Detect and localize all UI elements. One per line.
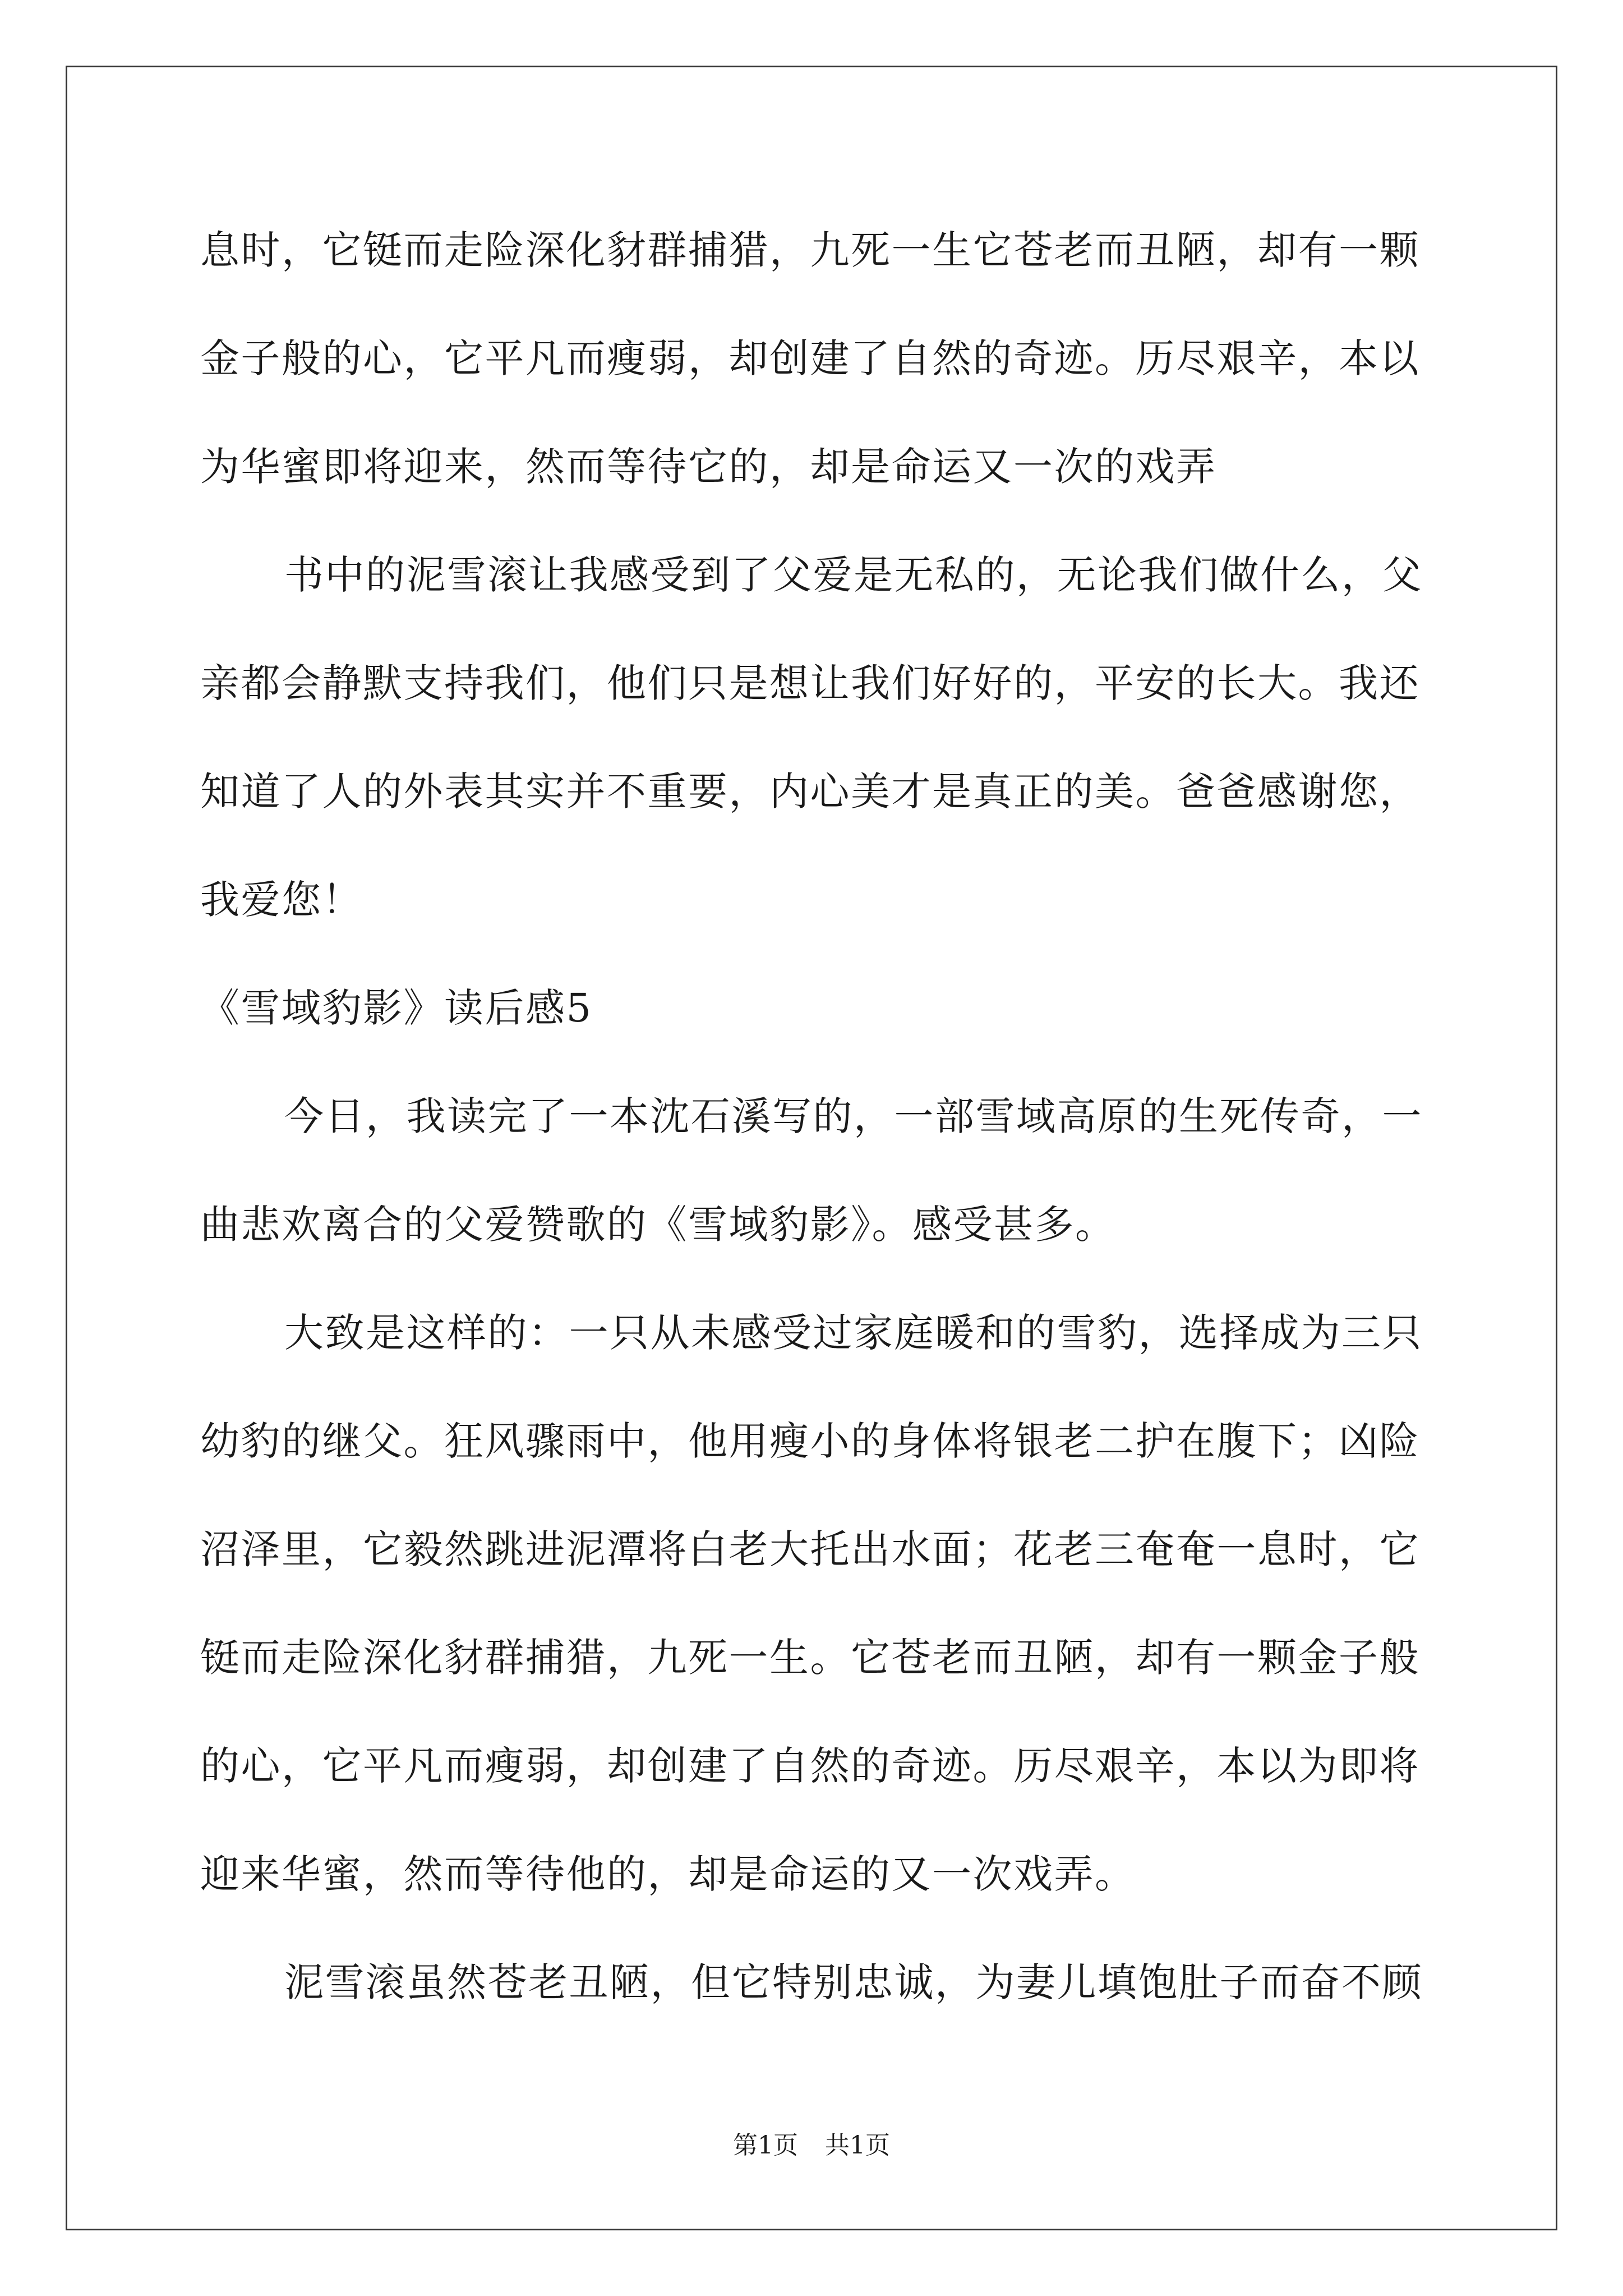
paragraph-line: 的心，它平凡而瘦弱，却创建了自然的奇迹。历尽艰辛，本以为即将 [200, 1743, 1420, 1789]
paragraph-line: 金子般的心，它平凡而瘦弱，却创建了自然的奇迹。历尽艰辛，本以 [200, 335, 1420, 381]
paragraph-line: 我爱您！ [200, 877, 363, 923]
paragraph-line: 书中的泥雪滚让我感受到了父爱是无私的，无论我们做什么，父 [284, 552, 1423, 598]
paragraph-line: 亲都会静默支持我们，他们只是想让我们好好的，平安的长大。我还 [200, 660, 1420, 706]
paragraph-line: 沼泽里，它毅然跳进泥潭将白老大托出水面；花老三奄奄一息时，它 [200, 1526, 1420, 1572]
paragraph-line: 今日，我读完了一本沈石溪写的，一部雪域高原的生死传奇，一 [284, 1093, 1423, 1139]
paragraph-line: 泥雪滚虽然苍老丑陋，但它特别忠诚，为妻儿填饱肚子而奋不顾 [284, 1959, 1423, 2005]
paragraph-line: 息时，它铤而走险深化豺群捕猎，九死一生它苍老而丑陋，却有一颗 [200, 227, 1420, 273]
paragraph-line: 为华蜜即将迎来，然而等待它的，却是命运又一次的戏弄 [200, 444, 1217, 490]
paragraph-line: 曲悲欢离合的父爱赞歌的《雪域豹影》。感受甚多。 [200, 1202, 1116, 1248]
page-footer [0, 2129, 1623, 2162]
page-total: 共1页 [825, 2131, 890, 2160]
paragraph-line: 迎来华蜜，然而等待他的，却是命运的又一次戏弄。 [200, 1851, 1136, 1897]
paragraph-line: 大致是这样的：一只从未感受过家庭暖和的雪豹，选择成为三只 [284, 1310, 1423, 1356]
document-body [200, 208, 1434, 2048]
paragraph-line: 幼豹的继父。狂风骤雨中，他用瘦小的身体将银老二护在腹下；凶险 [200, 1418, 1420, 1464]
page-number: 第1页 [733, 2131, 798, 2160]
paragraph-line: 知道了人的外表其实并不重要，内心美才是真正的美。爸爸感谢您， [200, 769, 1420, 815]
paragraph-line: 铤而走险深化豺群捕猎，九死一生。它苍老而丑陋，却有一颗金子般 [200, 1635, 1420, 1681]
section-heading: 《雪域豹影》读后感5 [200, 985, 593, 1031]
